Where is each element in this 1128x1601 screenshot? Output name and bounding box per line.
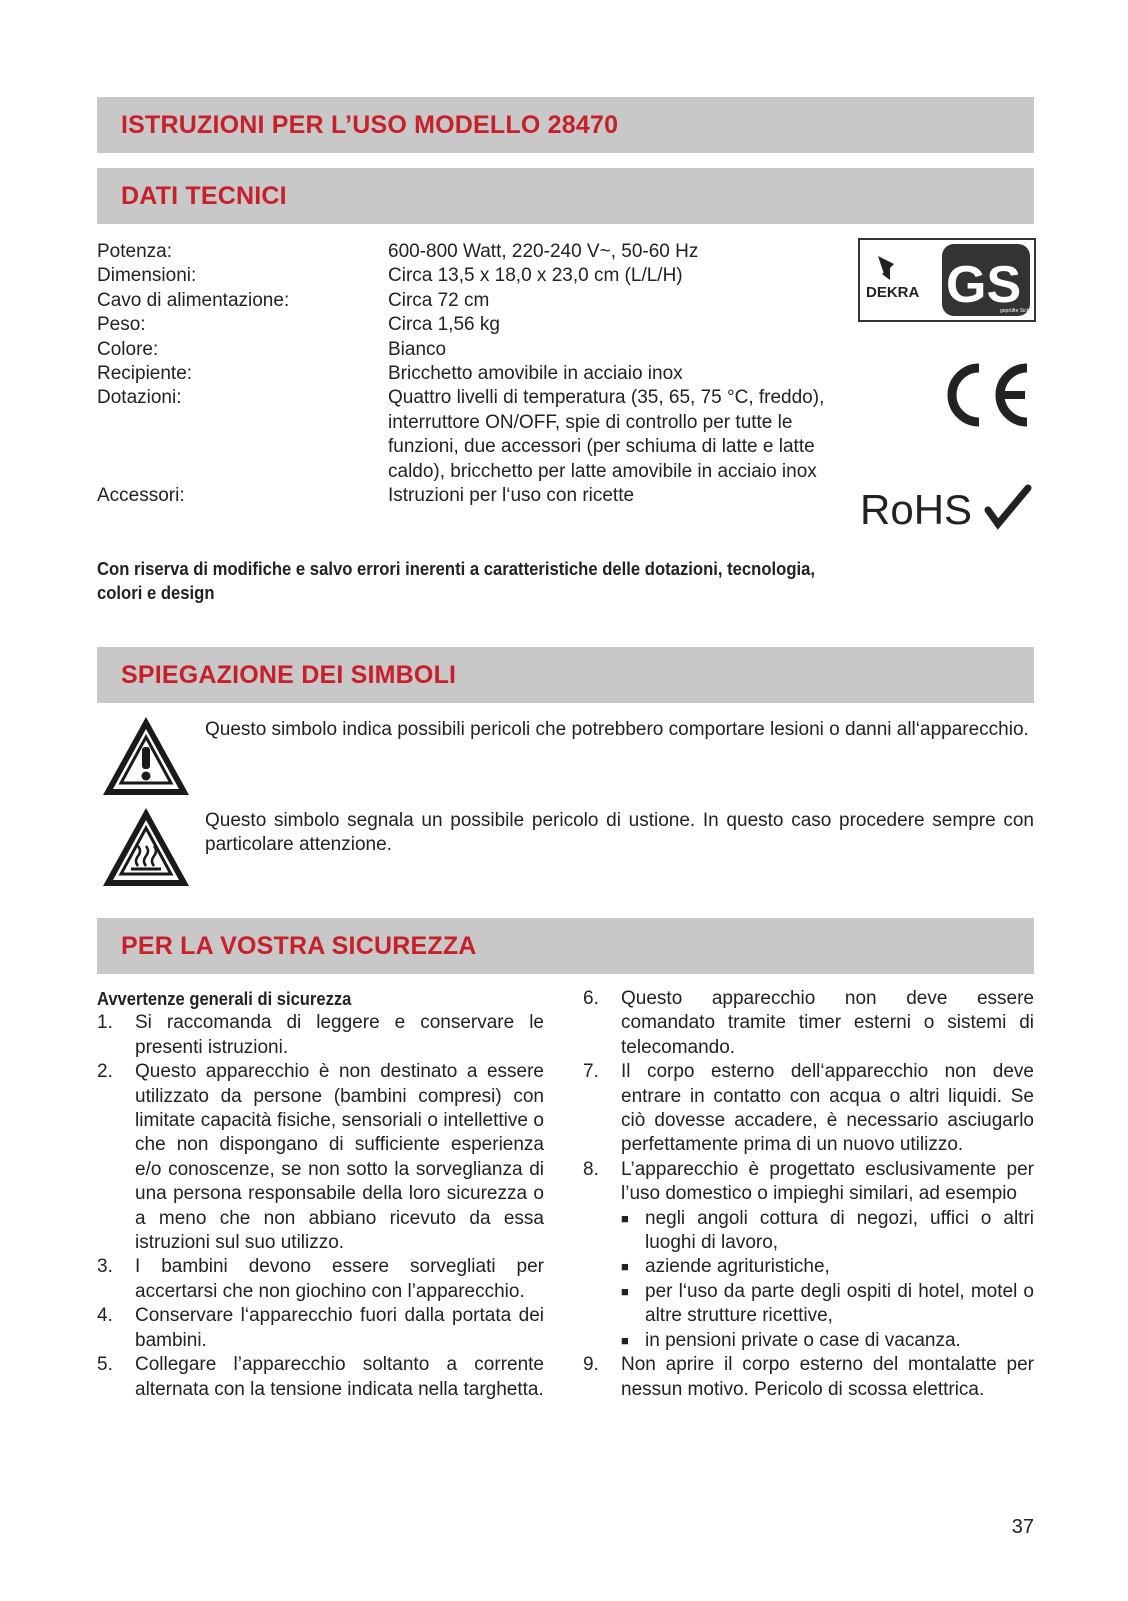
gs-small-label: geprüfte Siche [1000,308,1033,314]
item-number: 9. [583,1354,599,1376]
list-item [97,1011,544,1060]
dekra-label: DEKRA [866,284,920,301]
item-text: Collegare l’apparecchio soltanto a corrente alternata con la tensione indicata nella targhetta. [135,1354,544,1400]
item-text: Questo apparecchio non deve essere comandato tramite timer esterni o sistemi di telecomando. [621,988,1034,1058]
bullet-item [621,1280,1034,1329]
symbol-burn-description: Questo simbolo segnala un possibile pericolo di ustione. In questo caso procedere sempre con particolare attenzione. [205,810,1034,856]
item-text: Questo apparecchio è non destinato a essere utilizzato da persone (bambini compresi) con limitate capacità fisiche, sensoriali o intellettive o che non dispongano di sufficiente esperienza e/o conoscenze, se non sotto la sorveglianza di una persona responsabile della loro sicurezza o a meno che non abbiano ricevuto da essa istruzioni sul suo utilizzo. [135,1061,544,1254]
tech-row [97,264,867,288]
tech-row [97,338,867,362]
warning-triangle-icon [101,715,191,797]
bullet-text: per l‘uso da parte degli ospiti di hotel, motel o altre strutture ricettive, [645,1280,1034,1327]
rohs-logo [860,484,1040,539]
dekra-gs-logo [858,238,1036,322]
bullet-item [621,1255,1034,1279]
bullet-square-icon: ■ [621,1332,629,1348]
tech-row [97,240,867,264]
safety-heading: PER LA VOSTRA SICUREZZA [121,931,477,960]
bullet-item [621,1207,1034,1256]
list-item [583,1060,1034,1158]
safety-subheading: Avvertenze generali di sicurezza [97,989,352,1009]
tech-value: Bricchetto amovibile in acciaio inox [388,363,683,385]
safety-column-right [583,987,1034,1402]
item-text: Conservare l‘apparecchio fuori dalla portata dei bambini. [135,1305,544,1351]
list-item [583,1158,1034,1207]
bullet-text: aziende agrituristiche, [645,1256,830,1278]
tech-label: Cavo di alimentazione: [97,289,290,311]
tech-label: Dimensioni: [97,265,197,287]
tech-value: Istruzioni per l‘uso con ricette [388,485,635,507]
bullet-list [621,1207,1034,1353]
symbols-heading: SPIEGAZIONE DEI SIMBOLI [121,660,457,689]
bullet-item [621,1329,1034,1353]
item-number: 1. [97,1012,113,1034]
page-number: 37 [1011,1516,1034,1538]
item-text: Non aprire il corpo esterno del montalatte per nessun motivo. Pericolo di scossa elettrica. [621,1354,1034,1400]
item-text: Si raccomanda di leggere e conservare le presenti istruzioni. [135,1012,544,1058]
symbol-warning-description: Questo simbolo indica possibili pericoli che potrebbero comportare lesioni o danni all‘apparecchio. [205,719,1029,740]
list-item [583,1353,1034,1402]
item-number: 2. [97,1061,113,1083]
ce-logo [939,360,1033,435]
item-number: 3. [97,1256,113,1278]
item-number: 4. [97,1305,113,1327]
hot-surface-icon [101,806,191,888]
tech-label: Accessori: [97,485,185,507]
safety-column-left [97,987,544,1402]
page-title: ISTRUZIONI PER L’USO MODELLO 28470 [121,110,619,139]
bullet-indent [583,1207,621,1353]
tech-row [97,289,867,313]
tech-row [97,362,867,386]
tech-data-table [97,240,867,508]
tech-value: Circa 72 cm [388,289,490,311]
tech-row [97,484,867,508]
bullet-list-wrapper [583,1207,1034,1353]
item-text: Il corpo esterno dell‘apparecchio non deve entrare in contatto con acqua o altri liquidi. Se ciò dovesse accadere, è necessario asciugarlo perfettamente prima di un nuovo utilizzo. [621,1061,1034,1156]
bullet-text: in pensioni private o case di vacanza. [645,1329,961,1351]
dekra-gs-icon [860,240,1034,320]
tech-value: Circa 1,56 kg [388,314,500,336]
list-item [97,1060,544,1255]
title-bar [97,97,1034,153]
tech-value: Circa 13,5 x 18,0 x 23,0 cm (L/L/H) [388,265,683,287]
tech-heading-bar [97,168,1034,224]
item-number: 8. [583,1158,599,1180]
tech-row [97,386,867,484]
bullet-text: negli angoli cottura di negozi, uffici o altri luoghi di lavoro, [645,1207,1034,1254]
symbols-heading-bar [97,647,1034,703]
bullet-square-icon: ■ [621,1283,629,1299]
bullet-square-icon: ■ [621,1259,629,1275]
tech-value: 600-800 Watt, 220-240 V~, 50-60 Hz [388,241,699,262]
list-item [97,1304,544,1353]
bullet-square-icon: ■ [621,1210,629,1226]
tech-label: Potenza: [97,241,172,262]
tech-heading: DATI TECNICI [121,181,287,210]
safety-heading-bar [97,918,1034,974]
item-text: L’apparecchio è progettato esclusivamente per l’uso domestico o impieghi similari, ad esempio [621,1158,1034,1205]
item-text: I bambini devono essere sorvegliati per accertarsi che non giochino con l’apparecchio. [135,1256,544,1302]
item-number: 7. [583,1061,599,1083]
ce-mark-icon [939,360,1033,430]
tech-label: Peso: [97,314,146,336]
list-item [583,987,1034,1060]
tech-label: Dotazioni: [97,387,182,409]
tech-label: Recipiente: [97,363,193,385]
item-number: 6. [583,988,599,1009]
ce-label: CE [939,360,941,361]
tech-row [97,313,867,337]
tech-value: Bianco [388,338,447,360]
rohs-icon [860,484,1040,534]
list-item [97,1255,544,1304]
tech-value: Quattro livelli di temperatura (35, 65, 75 °C, freddo), interruttore ON/OFF, spie di controllo per tutte le funzioni, due accessori (per schiuma di latte e latte caldo), bricchetto per latte amovibile in acciaio inox [388,387,825,482]
item-number: 5. [97,1354,113,1376]
list-item [97,1353,544,1402]
tech-label: Colore: [97,338,159,360]
gs-label: GS [946,256,1022,314]
disclaimer-text: Con riserva di modifiche e salvo errori inerenti a caratteristiche delle dotazioni, tecnologia, colori e design [97,558,816,603]
rohs-label: RoHS [860,486,973,533]
